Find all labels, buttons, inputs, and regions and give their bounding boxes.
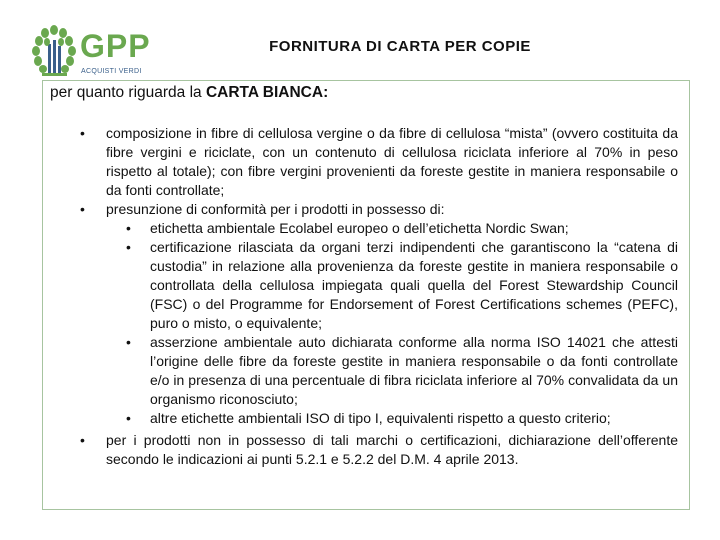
bullet-icon: • xyxy=(126,410,131,426)
list-item xyxy=(48,431,678,469)
criteria-list xyxy=(48,124,678,469)
sub-list-item-text: certificazione rilasciata da organi terzi indipendenti che garantiscono la “catena di custodia” in relazione alla provenienza da foreste gestite in maniera responsabile o controllata della cellulosa impiegata quali quella del Forest Stewardship Council (FSC) o del Programme for Endorsement of Forest Certifications schemes (PEFC), puro o misto, o equivalente; xyxy=(150,239,678,331)
sub-list-item xyxy=(48,409,678,428)
list-item xyxy=(48,124,678,200)
bullet-icon: • xyxy=(80,201,85,217)
sub-list-item-text: altre etichette ambientali ISO di tipo I, equivalenti rispetto a questo criterio; xyxy=(150,410,611,426)
list-item xyxy=(48,200,678,219)
sub-list-item xyxy=(48,333,678,409)
list-item-text: per i prodotti non in possesso di tali marchi o certificazioni, dichiarazione dell’offerente secondo le indicazioni ai punti 5.2.1 e 5.2.2 del D.M. 4 aprile 2013. xyxy=(106,432,678,467)
sub-list-item xyxy=(48,219,678,238)
list-item-text: presunzione di conformità per i prodotti in possesso di: xyxy=(106,201,445,217)
bullet-icon: • xyxy=(126,334,131,350)
sub-list-item xyxy=(48,238,678,333)
intro-text xyxy=(50,84,328,102)
logo-text: GPP xyxy=(80,28,151,64)
bullet-icon: • xyxy=(126,220,131,236)
intro-emphasis: CARTA BIANCA: xyxy=(205,84,329,101)
intro-prefix: per quanto riguarda la xyxy=(50,84,206,101)
bullet-icon: • xyxy=(80,432,85,448)
sub-list-item-text: etichetta ambientale Ecolabel europeo o dell’etichetta Nordic Swan; xyxy=(150,220,569,236)
logo-subtext: ACQUISTI VERDI xyxy=(81,68,142,75)
list-item-text: composizione in fibre di cellulosa vergine o da fibre di cellulosa “mista” (ovvero costituita da fibre vergini e riciclate, con un contenuto di cellulosa riciclata inferiore al 70% in peso rispetto al totale); con fibre vergini provenienti da foreste gestite in maniera responsabile o da fonti controllate; xyxy=(106,125,678,198)
bullet-icon: • xyxy=(80,125,85,141)
sub-list-item-text: asserzione ambientale auto dichiarata conforme alla norma ISO 14021 che attesti l’origine delle fibre da foreste gestite in maniera responsabile o da fonti controllate e/o in presenza di una percentuale di fibra riciclata inferiore al 70% convalidata da un organismo riconosciuto; xyxy=(150,334,678,407)
page-title: FORNITURA DI CARTA PER COPIE xyxy=(269,38,531,55)
bullet-icon: • xyxy=(126,239,131,255)
